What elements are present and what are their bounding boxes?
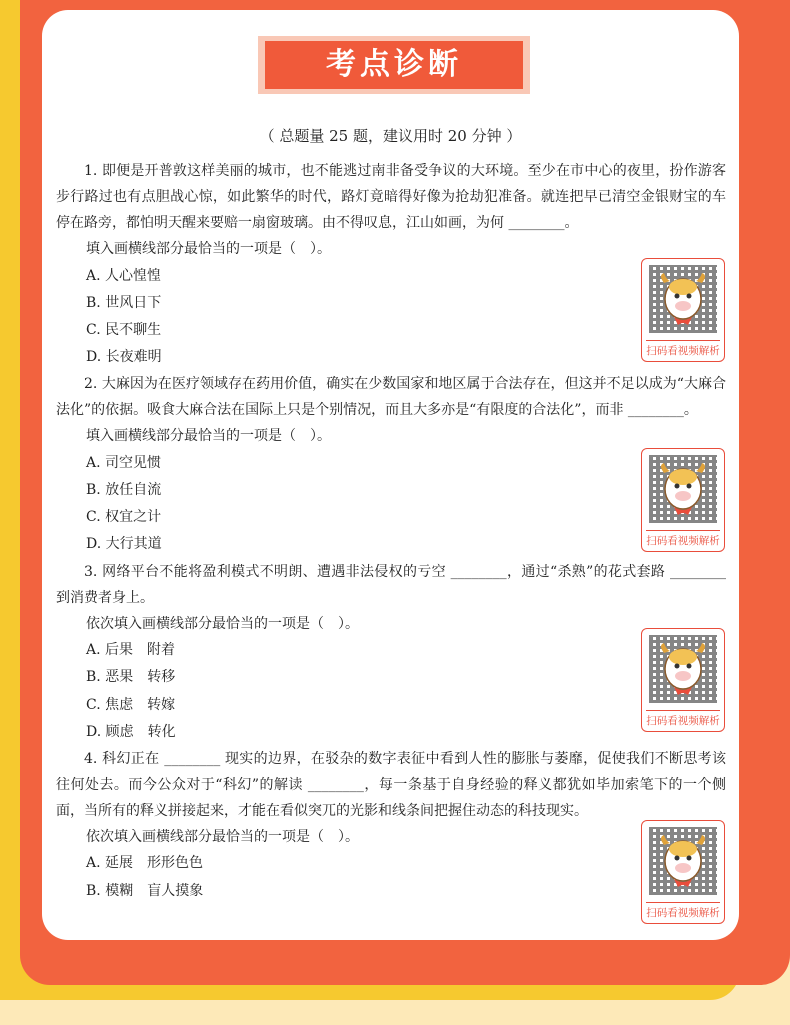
question-prompt: 依次填入画横线部分最恰当的一项是（ ）。 [86,615,359,632]
option-b: B. 恶果 转移 [86,669,176,686]
option-b: B. 模糊 盲人摸象 [86,882,204,899]
qr-code-badge[interactable] [641,448,725,552]
option-d: D. 顾虑 转化 [86,723,176,740]
option-c: C. 民不聊生 [86,321,162,338]
question-stem: 3. 网络平台不能将盈利模式不明朗、遭遇非法侵权的亏空 ________，通过“杀熟”的花式套路 ________ 到消费者身上。 [56,563,726,606]
qr-code-badge[interactable] [641,258,725,362]
divider [646,902,720,903]
question-list [56,158,732,905]
page-title: 考点诊断 [265,41,523,89]
qr-caption: 扫码看视频解析 [646,907,720,919]
option-d: D. 长夜难明 [86,349,162,366]
question-stem: 4. 科幻正在 ________ 现实的边界，在驳杂的数字表征中看到人性的膨胀与萎靡，促使我们不断思考该往何处去。而今公众对于“科幻”的解读 ________，每一条基于自身经验的释义都犹如毕加索笔下的一个侧面，当所有的释义拼接起来，才能在看似突兀的光影和线条间把握住动态的科技现实。 [56,750,726,819]
mascot-ox-icon [654,831,712,893]
option-d: D. 大行其道 [86,536,162,553]
option-a: A. 后果 附着 [86,642,176,659]
option-a: A. 延展 形形色色 [86,855,204,872]
divider [646,710,720,711]
option-c: C. 权宜之计 [86,509,162,526]
divider [646,530,720,531]
option-b: B. 世风日下 [86,294,162,311]
mascot-ox-icon [654,639,712,701]
question-prompt: 填入画横线部分最恰当的一项是（ ）。 [86,241,331,257]
question-stem: 1. 即便是开普敦这样美丽的城市，也不能逃过南非备受争议的大环境。至少在市中心的夜里，扮作游客步行路过也有点胆战心惊，如此繁华的时代，路灯竟暗得好像为抢劫犯准备。就连把早已清空金银财宝的车停在路旁，都怕明天醒来要赔一扇窗玻璃。由不得叹息，江山如画，为何 ________。 [56,163,726,231]
option-b: B. 放任自流 [86,482,162,499]
question-prompt: 依次填入画横线部分最恰当的一项是（ ）。 [86,828,359,845]
option-a: A. 司空见惯 [86,454,162,471]
option-a: A. 人心惶惶 [86,267,162,284]
qr-caption: 扫码看视频解析 [646,715,720,727]
option-c: C. 焦虑 转嫁 [86,696,176,713]
question-stem: 2. 大麻因为在医疗领域存在药用价值，确实在少数国家和地区属于合法存在，但这并不足以成为“大麻合法化”的依据。吸食大麻合法在国际上只是个别情况，而且大多亦是“有限度的合法化”，而非 ________。 [56,376,726,419]
divider [646,340,720,341]
mascot-ox-icon [654,459,712,521]
page-subtitle: （ 总题量 25 题，建议用时 20 分钟 ） [259,127,522,145]
qr-code-badge[interactable] [641,820,725,924]
qr-caption: 扫码看视频解析 [646,535,720,547]
mascot-ox-icon [654,269,712,331]
question-prompt: 填入画横线部分最恰当的一项是（ ）。 [86,428,331,445]
qr-caption: 扫码看视频解析 [646,345,720,357]
qr-code-badge[interactable] [641,628,725,732]
